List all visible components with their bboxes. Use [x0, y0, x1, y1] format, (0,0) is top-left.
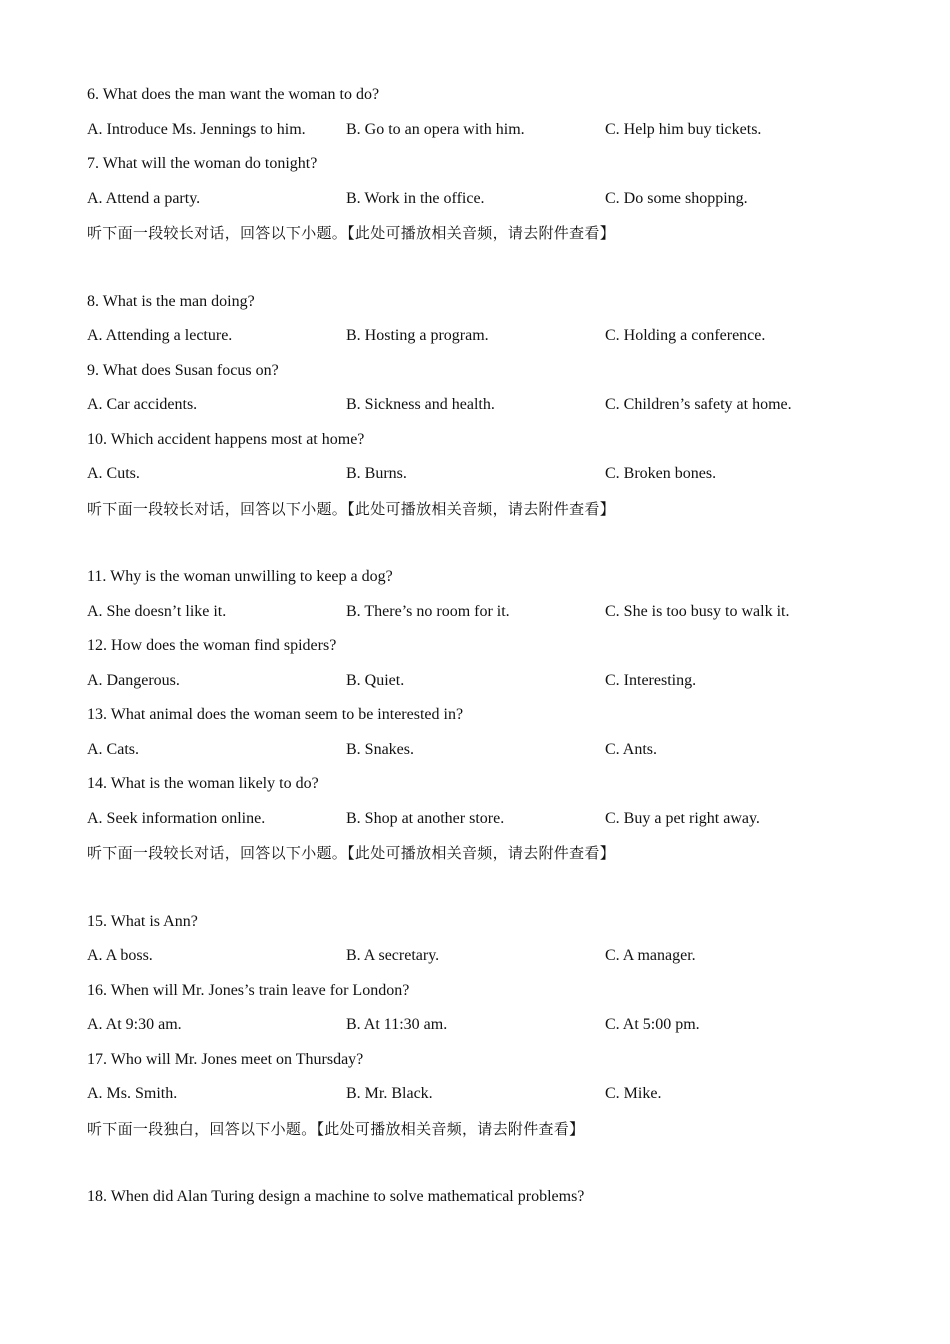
option-c: C. A manager.: [605, 947, 696, 964]
question-text: 6. What does the man want the woman to do?: [87, 86, 380, 103]
option-c: C. At 5:00 pm.: [605, 1016, 700, 1033]
question-text: 8. What is the man doing?: [87, 292, 255, 310]
option-b: B. Mr. Black.: [346, 1085, 433, 1102]
question-list: [87, 78, 867, 1215]
option-a: A. She doesn’t like it.: [87, 602, 227, 620]
listening-instruction: 听下面一段较长对话，回答以下小题。【此处可播放相关音频，请去附件查看】: [87, 844, 616, 862]
option-c: C. Holding a conference.: [605, 327, 766, 344]
option-a: A. Attending a lecture.: [87, 327, 233, 344]
option-a: A. Cuts.: [87, 465, 140, 482]
option-b: B. Burns.: [346, 465, 407, 482]
answer-options: [87, 939, 867, 974]
option-c: C. She is too busy to walk it.: [605, 602, 790, 620]
question-text: 11. Why is the woman unwilling to keep a dog?: [87, 568, 393, 585]
option-b: B. A secretary.: [346, 947, 440, 964]
answer-options: [87, 182, 867, 217]
listening-instruction: 听下面一段较长对话，回答以下小题。【此处可播放相关音频，请去附件查看】: [87, 224, 616, 242]
option-a: A. Dangerous.: [87, 671, 180, 689]
option-a: A. At 9:30 am.: [87, 1016, 182, 1033]
answer-options: [87, 733, 867, 768]
listening-instruction: 听下面一段较长对话，回答以下小题。【此处可播放相关音频，请去附件查看】: [87, 499, 616, 518]
option-a: A. Introduce Ms. Jennings to him.: [87, 120, 306, 138]
option-a: A. Attend a party.: [87, 189, 201, 207]
option-b: B. Quiet.: [346, 671, 405, 689]
answer-options: [87, 1077, 867, 1112]
answer-options: [87, 664, 867, 699]
answer-options: [87, 457, 867, 492]
option-b: B. Snakes.: [346, 740, 414, 758]
option-a: A. A boss.: [87, 947, 153, 964]
question-text: 15. What is Ann?: [87, 912, 198, 930]
section-gap: [87, 1146, 867, 1180]
option-b: B. There’s no room for it.: [346, 602, 510, 620]
option-b: B. Go to an opera with him.: [346, 120, 525, 138]
question-text: 14. What is the woman likely to do?: [87, 775, 319, 792]
section-gap: [87, 251, 867, 285]
section-gap: [87, 871, 867, 905]
option-a: A. Ms. Smith.: [87, 1085, 178, 1102]
answer-options: [87, 802, 867, 837]
option-c: C. Do some shopping.: [605, 189, 748, 207]
question-text: 16. When will Mr. Jones’s train leave for London?: [87, 981, 410, 999]
answer-options: [87, 113, 867, 148]
option-a: A. Cats.: [87, 740, 139, 758]
option-a: A. Car accidents.: [87, 396, 198, 413]
question-text: 7. What will the woman do tonight?: [87, 155, 318, 172]
option-c: C. Buy a pet right away.: [605, 809, 760, 827]
option-c: C. Help him buy tickets.: [605, 120, 762, 138]
section-gap: [87, 526, 867, 560]
option-c: C. Ants.: [605, 740, 658, 758]
question-text: 18. When did Alan Turing design a machine to solve mathematical problems?: [87, 1188, 585, 1205]
question-text: 10. Which accident happens most at home?: [87, 430, 365, 448]
option-c: C. Mike.: [605, 1085, 662, 1102]
question-text: 12. How does the woman find spiders?: [87, 637, 337, 654]
option-b: B. Shop at another store.: [346, 809, 505, 827]
answer-options: [87, 1008, 867, 1043]
question-text: 17. Who will Mr. Jones meet on Thursday?: [87, 1050, 364, 1068]
option-b: B. At 11:30 am.: [346, 1016, 448, 1033]
option-c: C. Children’s safety at home.: [605, 396, 792, 413]
option-c: C. Broken bones.: [605, 465, 717, 482]
question-text: 13. What animal does the woman seem to be interested in?: [87, 706, 464, 723]
answer-options: [87, 595, 867, 630]
option-b: B. Hosting a program.: [346, 327, 489, 344]
question-text: 9. What does Susan focus on?: [87, 361, 279, 379]
option-a: A. Seek information online.: [87, 809, 266, 827]
option-b: B. Sickness and health.: [346, 396, 495, 413]
listening-instruction: 听下面一段独白，回答以下小题。【此处可播放相关音频，请去附件查看】: [87, 1119, 585, 1138]
option-b: B. Work in the office.: [346, 189, 485, 207]
answer-options: [87, 319, 867, 354]
answer-options: [87, 388, 867, 423]
option-c: C. Interesting.: [605, 671, 697, 689]
